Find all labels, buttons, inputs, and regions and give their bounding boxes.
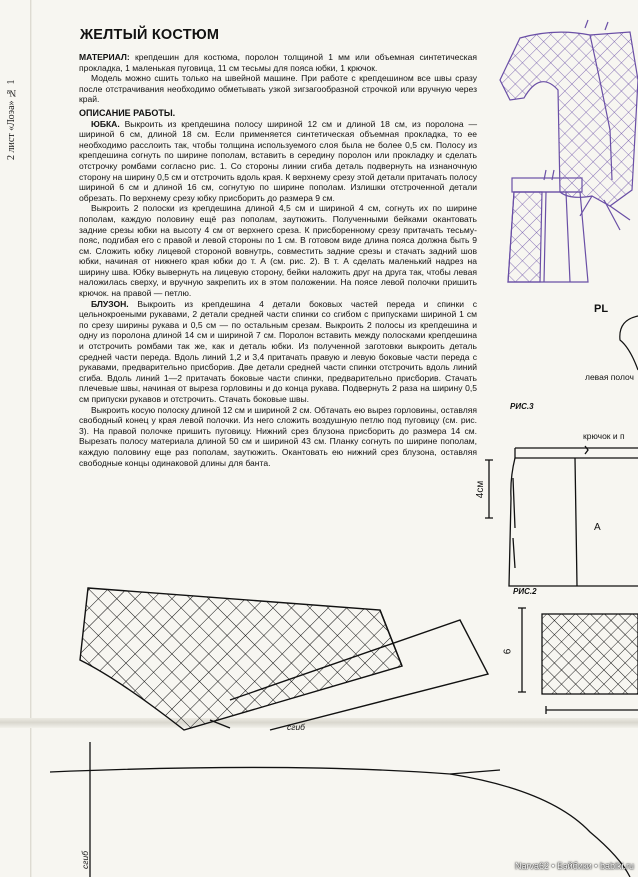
model-note: Модель можно сшить только на швейной машине. При работе с крепдешином все швы сразу после отстрачивания необходимо обметывать узкой зигзагообразной строчкой или вручную через край. bbox=[79, 73, 477, 105]
blouse-paragraph-1: Выкроить из крепдешина 4 детали боковых частей переда и спинки с цельнокроеными рукавами, 2 детали средней части спинки со сгибом с припусками шириной 1 см по срезу ширины рукава и 0,5 см — по остальным срезам. Выкроить 2 полосы из крепдешина и одну из поролона длиной 14 см и шириной 7 см. Поролон вставить между полосками крепдешина и отстрочить ромбами так же, как и деталь юбки. Из полученной заготовки выкроить деталь средней части переда. Вдоль линий 1,2 и 3,4 притачать правую и левую боковые части переда с рукавами, предварительно присборив. Две детали средней части спинки отстрочить вдоль линий сгиба. Вдоль линий 1—2 притачать боковые части спинки, предварительно присборив. Стачать плечевые швы, начиная от выреза горловины и до конца рукава. Подвернуть 2 раза на ширину 0,5 см припуски рукавов и отстрочить. Стачать боковые швы. bbox=[79, 298, 477, 404]
blouse-paragraph-2: Выкроить косую полоску длиной 12 см и шириной 2 см. Обтачать ею вырез горловины, оставляя свободный конец у края левой полочки. Из него сложить воздушную петлю под пуговицу (см. рис. 3). На правой полочке пришить пуговицу. Нижний срез блузона присборить до размера 14 см. Вырезать полосу материала длиной 50 см и шириной 43 см. Планку согнуть по ширине пополам, каждую половину еще раз пополам, заутюжить. Окантовать ею нижний срез блузона, оставляя свободные концы одинаковой длины для банта. bbox=[79, 404, 477, 468]
point-a-label: А bbox=[594, 522, 601, 533]
outfit-illustration bbox=[480, 20, 638, 292]
skirt-paragraph-2: Выкроить 2 полоски из крепдешина длиной 4,5 см и шириной 4 см, согнуть их по ширине пополам, каждую половину ещё раз пополам, заутюжить. Полученными бейками окантовать задние срезы юбки на высоту 4 см от верхнего среза. К присборенному срезу притачать тесьму-пояс, подгибая его с правой и левой стороны по 1 см. В готовом виде длина пояса должна быть 9 см. Сложить юбку лицевой стороной вовнутрь, совместить задние срезы и стачать задний шов юбки, начиная от нижнего края юбки до т. А (см. рис. 2). В т. А сделать маленький надрез на ширину шва. Юбку вывернуть на лицевую сторону, бейки наложить друг на друга так, чтобы левая наложилась сверху, и вручную закрепить их в этом положении. На поясе левой полочки пришить крючок. на правой — петлю. bbox=[79, 203, 477, 299]
pl-label: PL bbox=[594, 303, 609, 315]
quilted-front-piece bbox=[80, 580, 500, 730]
material-text: крепдешин для костюма, поролон толщиной 1 мм или объемная синтетическая прокладка, 1 маленькая пуговица, 11 см тесьмы для пояса юбки, 1 крючок. bbox=[79, 52, 477, 73]
side-issue-label: 2 лист «Лоэа» № 1 bbox=[6, 79, 17, 160]
fig2-skirt-pattern bbox=[485, 438, 638, 590]
fold-label: сгиб bbox=[287, 722, 305, 732]
right-pattern-fragment bbox=[600, 310, 638, 380]
skirt-lead: ЮБКА. bbox=[91, 118, 120, 129]
fig3-label: РИС.3 bbox=[510, 402, 534, 411]
blouse-lead: БЛУЗОН. bbox=[91, 298, 129, 309]
watermark-credit: Narva62 • Бэйбики • babiki.ru bbox=[514, 861, 634, 871]
blouse-back-pattern bbox=[30, 732, 638, 877]
fig3-caption-2: крючок и п bbox=[583, 431, 625, 441]
work-heading: ОПИСАНИЕ РАБОТЫ. bbox=[79, 107, 176, 118]
page-title: ЖЕЛТЫЙ КОСТЮМ bbox=[80, 27, 220, 43]
fig3-caption: левая полоч bbox=[585, 372, 634, 382]
material-lead: МАТЕРИАЛ: bbox=[79, 52, 130, 62]
skirt-paragraph-1: Выкроить из крепдешина полосу шириной 12 см и длиной 18 см, из поролона — шириной 6 см, длиной 18 см. Если применяется синтетическая объемная прокладка, то ее необходимо расслоить так, чтобы толщина используемого слоя была не более 0,5 см. Полосу из крепдешина согнуть по ширине пополам, вставить в середину поролон или прокладку и сделать отстрочку ромбами согласно рис. 1. Со стороны линии сгиба деталь подвернуть на изнаночную сторону на ширину 0,5 см и отстрочить вдоль края. К верхнему срезу этой детали притачать полосу шириной 6 см и длиной 16 см, согнутую по ширине пополам. Излишки отстроченной детали обрезать. По верхнему срезу юбку присборить до размера 9 см. bbox=[79, 118, 477, 203]
fig1-quilted-strip bbox=[512, 606, 638, 716]
fig2-label: РИС.2 bbox=[513, 587, 537, 596]
dim-4cm-label: 4см bbox=[475, 480, 487, 499]
dim-6-label: 6 bbox=[502, 648, 514, 655]
article-body bbox=[79, 52, 477, 468]
fold-label-bottom: сгиб bbox=[79, 851, 90, 869]
